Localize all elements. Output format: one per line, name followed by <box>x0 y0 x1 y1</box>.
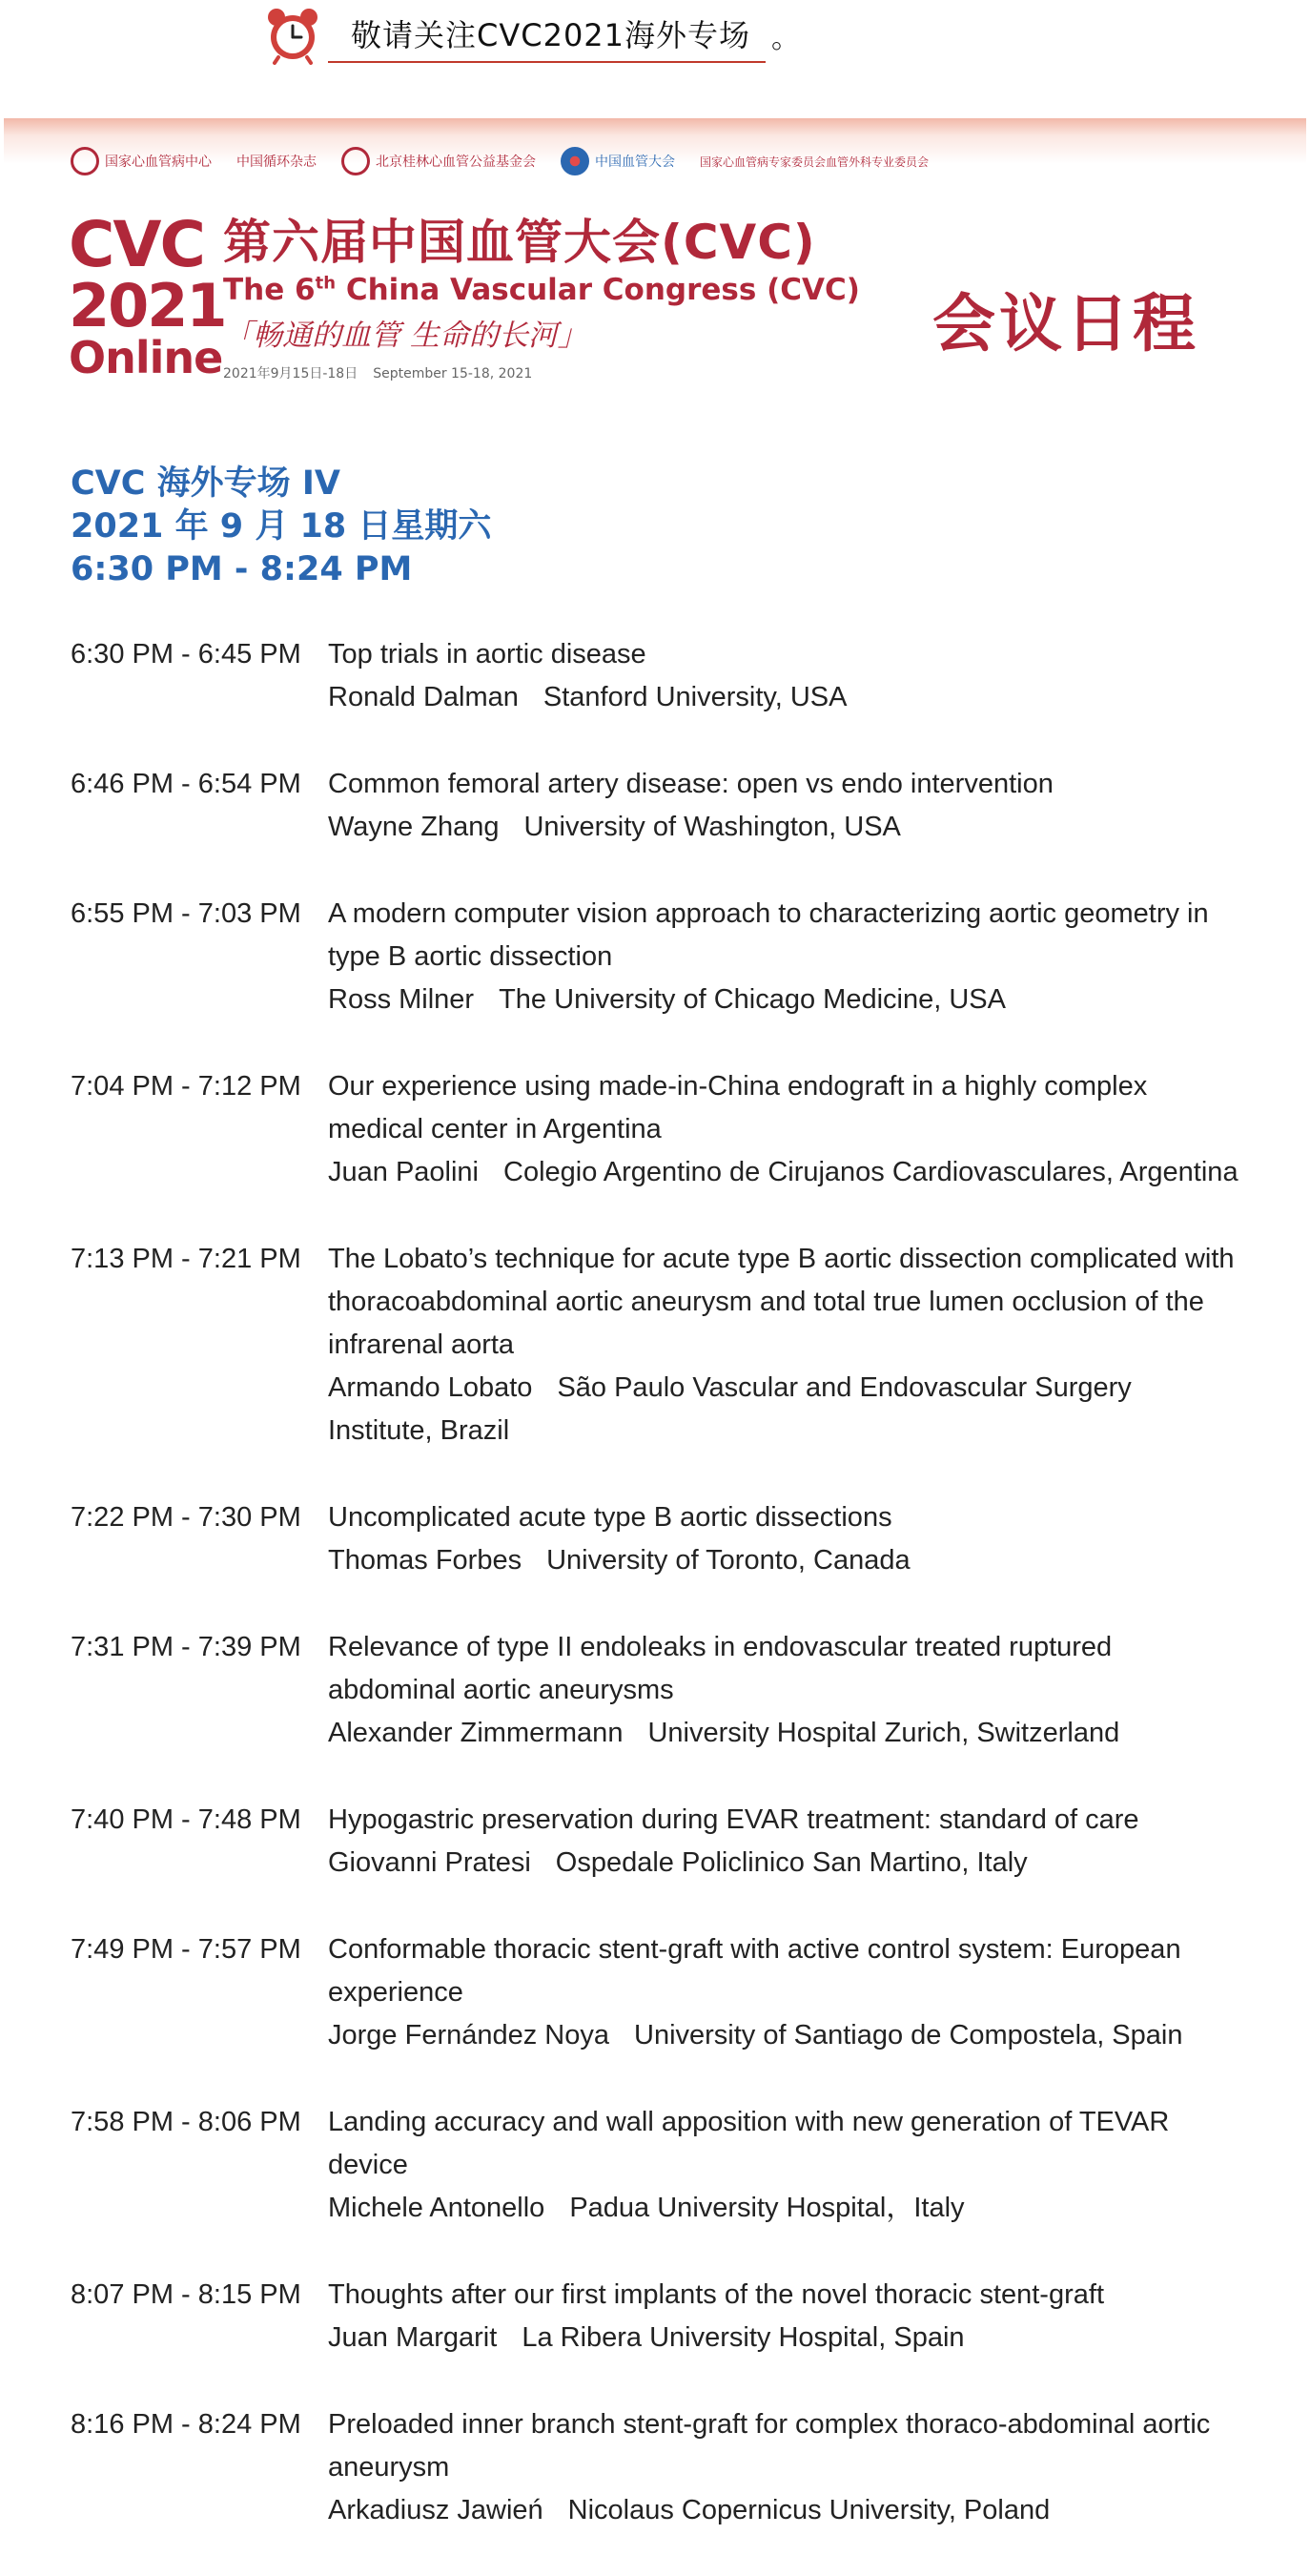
talk-item <box>71 1065 1243 1194</box>
talk-speaker: Arkadiusz Jawień Nicolaus Copernicus University, Poland <box>328 2495 1051 2525</box>
talk-item <box>71 1238 1243 1453</box>
session-time: 6:30 PM - 8:24 PM <box>71 550 413 588</box>
talk-item <box>71 893 1243 1021</box>
talk-speaker: Michele Antonello Padua University Hospital，Italy <box>328 2193 965 2223</box>
session-header <box>71 463 491 591</box>
emblem-icon <box>341 147 370 175</box>
talk-time: 7:49 PM - 7:57 PM <box>71 1934 301 1965</box>
talk-time: 7:40 PM - 7:48 PM <box>71 1804 301 1835</box>
talk-time: 7:04 PM - 7:12 PM <box>71 1071 301 1102</box>
talk-item <box>71 2101 1243 2230</box>
talk-item <box>71 2403 1243 2532</box>
logo-national-cardiovascular-center: 国家心血管病中心 <box>71 147 212 175</box>
talk-time: 7:58 PM - 8:06 PM <box>71 2107 301 2137</box>
congress-banner <box>4 118 1306 433</box>
talk-speaker: Ross Milner The University of Chicago Medicine, USA <box>328 984 1006 1015</box>
talk-time: 6:55 PM - 7:03 PM <box>71 898 301 929</box>
talk-title: A modern computer vision approach to characterizing aortic geometry in type B aortic dissection <box>328 898 1209 972</box>
logo-chinese-circulation-journal: 中国循环杂志 <box>236 155 317 170</box>
talk-speaker: Alexander Zimmermann University Hospital Zurich, Switzerland <box>328 1718 1120 1748</box>
talk-item <box>71 1626 1243 1755</box>
talk-list <box>71 633 1243 2576</box>
title-chinese: 第六届中国血管大会(CVC) <box>223 215 816 270</box>
talk-item <box>71 2274 1243 2360</box>
talk-title: Uncomplicated acute type B aortic dissections <box>328 1502 892 1533</box>
talk-speaker: Armando Lobato São Paulo Vascular and Endovascular Surgery Institute, Brazil <box>328 1372 1132 1446</box>
title-english: The 6th China Vascular Congress (CVC) <box>223 273 860 307</box>
follow-notice <box>263 8 800 63</box>
talk-title: Common femoral artery disease: open vs endo intervention <box>328 769 1054 799</box>
talk-item <box>71 1928 1243 2057</box>
emblem-icon <box>71 147 99 175</box>
talk-title: Relevance of type II endoleaks in endovascular treated ruptured abdominal aortic aneurysms <box>328 1632 1113 1705</box>
session-date: 2021 年 9 月 18 日星期六 <box>71 507 492 546</box>
talk-time: 8:07 PM - 8:15 PM <box>71 2279 301 2310</box>
talk-time: 6:46 PM - 6:54 PM <box>71 769 301 799</box>
talk-speaker: Wayne Zhang University of Washington, USA <box>328 812 901 842</box>
talk-item <box>71 763 1243 849</box>
globe-icon <box>561 147 589 175</box>
congress-titles <box>223 214 860 382</box>
talk-title: Our experience using made-in-China endograft in a highly complex medical center in Argentina <box>328 1071 1148 1144</box>
talk-time: 7:22 PM - 7:30 PM <box>71 1502 301 1533</box>
talk-title: Hypogastric preservation during EVAR treatment: standard of care <box>328 1804 1139 1835</box>
notice-text: 敬请关注CVC2021海外专场 <box>328 8 766 63</box>
logo-beijing-foundation: 北京桂林心血管公益基金会 <box>341 147 536 175</box>
talk-item <box>71 633 1243 719</box>
talk-speaker: Thomas Forbes University of Toronto, Canada <box>328 1545 911 1576</box>
talk-title: The Lobato’s technique for acute type B aortic dissection complicated with thoracoabdominal aortic aneurysm and total true lumen occlusion of the infrarenal aorta <box>328 1244 1235 1360</box>
talk-speaker: Ronald Dalman Stanford University, USA <box>328 682 848 712</box>
organizer-logos <box>71 147 929 175</box>
talk-speaker: Juan Paolini Colegio Argentino de Cirujanos Cardiovasculares, Argentina <box>328 1157 1238 1187</box>
cvc-2021-logo: CVC 2021 Online <box>69 208 226 383</box>
talk-speaker: Juan Margarit La Ribera University Hospital, Spain <box>328 2322 965 2353</box>
talk-item <box>71 1799 1243 1885</box>
talk-time: 6:30 PM - 6:45 PM <box>71 639 301 670</box>
logo-china-vascular-congress: 中国血管大会 <box>561 147 675 175</box>
talk-title: Preloaded inner branch stent-graft for complex thoraco-abdominal aortic aneurysm <box>328 2409 1211 2483</box>
talk-item <box>71 1496 1243 1582</box>
talk-time: 7:13 PM - 7:21 PM <box>71 1244 301 1274</box>
congress-dates: 2021年9月15日-18日 September 15-18, 2021 <box>223 366 533 381</box>
talk-title: Top trials in aortic disease <box>328 639 646 670</box>
session-name: CVC 海外专场 IV <box>71 464 340 503</box>
notice-dot: 。 <box>771 22 801 55</box>
alarm-clock-icon <box>263 6 322 65</box>
talk-time: 8:16 PM - 8:24 PM <box>71 2409 301 2440</box>
agenda-title: 会议日程 <box>932 287 1199 361</box>
talk-speaker: Giovanni Pratesi Ospedale Policlinico San Martino, Italy <box>328 1847 1028 1878</box>
talk-speaker: Jorge Fernández Noya University of Santiago de Compostela, Spain <box>328 2020 1183 2050</box>
talk-title: Conformable thoracic stent-graft with active control system: European experience <box>328 1934 1181 2008</box>
logo-vascular-surgery-committee: 国家心血管病专家委员会血管外科专业委员会 <box>700 155 930 169</box>
talk-title: Thoughts after our first implants of the novel thoracic stent-graft <box>328 2279 1104 2310</box>
talk-time: 7:31 PM - 7:39 PM <box>71 1632 301 1662</box>
slogan: 「畅通的血管 生命的长河」 <box>223 319 587 353</box>
talk-title: Landing accuracy and wall apposition with new generation of TEVAR device <box>328 2107 1170 2180</box>
